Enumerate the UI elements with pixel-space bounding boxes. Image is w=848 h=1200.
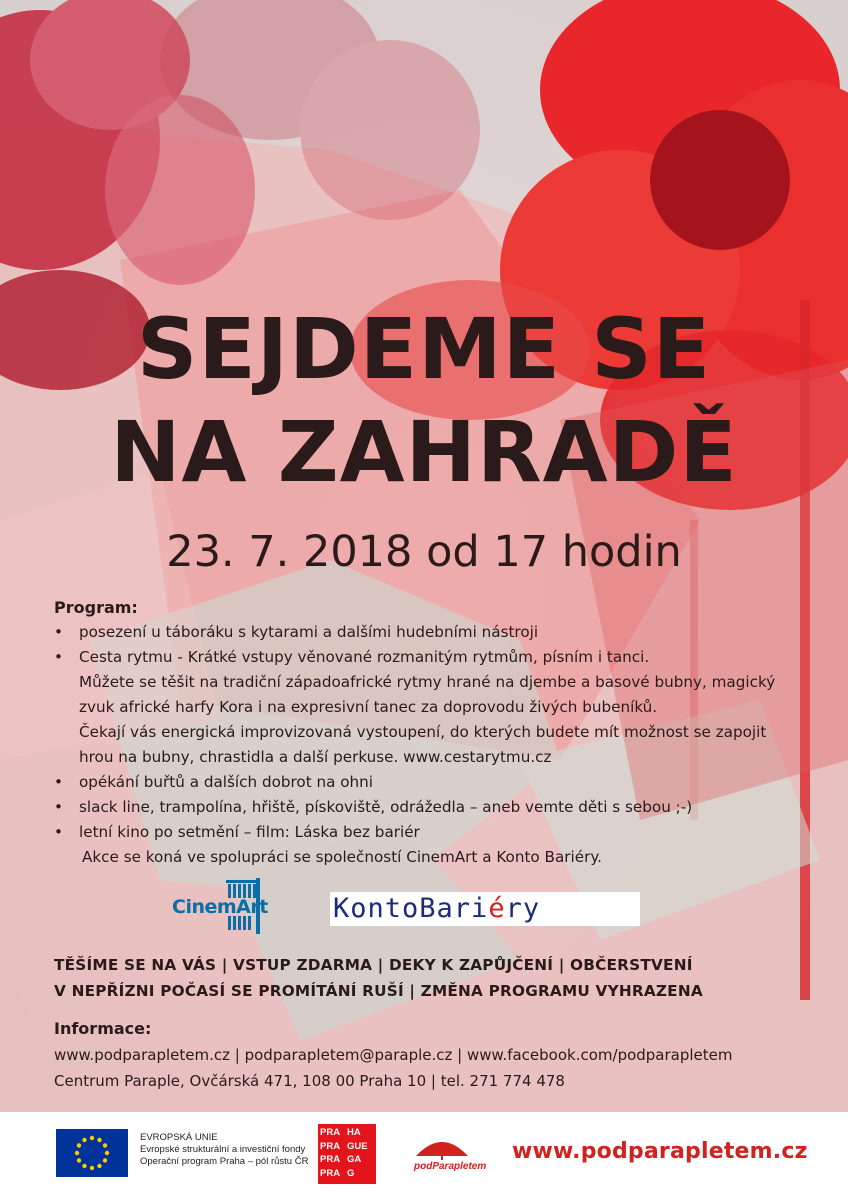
- program-item-detail: zvuk africké harfy Kora i na expresivní tanec za doprovodu živých bubeníků.: [79, 698, 658, 716]
- praha-logo-cell: HA: [347, 1127, 361, 1138]
- program-item-text: opékání buřtů a dalších dobrot na ohni: [79, 773, 374, 791]
- program-list: [54, 620, 814, 845]
- program-heading: Program:: [54, 598, 138, 617]
- konto-logo-part: Konto: [333, 893, 420, 924]
- konto-bariery-logo: [330, 892, 640, 926]
- praha-logo-cell: PRA: [320, 1127, 341, 1138]
- bullet-icon: •: [54, 823, 63, 841]
- program-item-detail: Čekají vás energická improvizovaná vystoupení, do kterých budete mít možnost se zapojit: [79, 723, 767, 741]
- pod-parapletem-logo-text: podParapletem: [414, 1161, 487, 1172]
- title-line-2: NA ZAHRADĚ: [110, 403, 738, 501]
- program-item: [54, 795, 814, 820]
- praha-logo: [318, 1124, 376, 1184]
- eu-text-line: Evropské strukturální a investiční fondy: [140, 1144, 306, 1155]
- praha-logo-cell: GA: [347, 1154, 362, 1165]
- umbrella-icon: [406, 1126, 478, 1162]
- program-item: [54, 820, 814, 845]
- praha-logo-cell: GUE: [347, 1140, 368, 1152]
- event-highlights: [54, 952, 814, 1004]
- title-line-1: SEJDEME SE: [136, 300, 712, 398]
- partner-logos: [0, 870, 848, 940]
- praha-logo-cell: PRA: [320, 1167, 341, 1179]
- bullet-icon: •: [54, 798, 63, 816]
- pod-parapletem-logo: [406, 1126, 487, 1184]
- partnership-note: Akce se koná ve spolupráci se společností CinemArt a Konto Bariéry.: [82, 848, 602, 866]
- program-item-text: Cesta rytmu - Krátké vstupy věnované rozmanitým rytmům, písním i tanci.: [79, 648, 650, 666]
- highlights-line-2: V NEPŘÍZNI POČASÍ SE PROMÍTÁNÍ RUŠÍ | ZMĚNA PROGRAMU VYHRAZENA: [54, 982, 703, 1000]
- event-date: 23. 7. 2018 od 17 hodin: [166, 527, 682, 577]
- program-item-detail: hrou na bubny, chrastidla a další perkuse. www.cestarytmu.cz: [79, 748, 552, 766]
- program-section: [54, 595, 814, 870]
- program-item: [54, 770, 814, 795]
- praha-logo-cell: PRA: [320, 1154, 341, 1165]
- eu-funding-text: [140, 1132, 308, 1168]
- info-address: Centrum Paraple, Ovčárská 471, 108 00 Praha 10 | tel. 271 774 478: [54, 1072, 565, 1090]
- eu-flag-icon: [56, 1129, 128, 1177]
- program-item-detail: Můžete se těšit na tradiční západoafrické rytmy hrané na djembe a basové bubny, magický: [79, 673, 776, 691]
- eu-text-line: Operační program Praha – pól růstu ČR: [140, 1156, 309, 1167]
- eu-text-line: EVROPSKÁ UNIE: [140, 1132, 218, 1143]
- info-heading: Informace:: [54, 1019, 152, 1038]
- program-item-text: slack line, trampolína, hřiště, pískoviště, odrážedla – aneb vemte děti s sebou ;-): [79, 798, 693, 816]
- program-item-text: posezení u táboráku s kytarami a dalšími hudebními nástroji: [79, 623, 539, 641]
- konto-logo-part: Bari: [419, 893, 489, 924]
- info-contacts[interactable]: www.podparapletem.cz | podparapletem@paraple.cz | www.facebook.com/podparapletem: [54, 1046, 733, 1064]
- website-link[interactable]: www.podparapletem.cz: [512, 1139, 808, 1164]
- cinemart-logo: [168, 878, 283, 934]
- konto-logo-part: ry: [505, 893, 541, 924]
- konto-logo-accent: é: [488, 893, 506, 924]
- bullet-icon: •: [54, 648, 63, 666]
- info-section: [54, 1016, 834, 1094]
- cinemart-logo-text: CinemArt: [172, 896, 268, 918]
- praha-logo-cell: PRA: [320, 1140, 341, 1152]
- bullet-icon: •: [54, 773, 63, 791]
- praha-logo-cell: G: [347, 1167, 355, 1179]
- program-item: [54, 620, 814, 645]
- program-item: [54, 645, 814, 770]
- program-item-text: letní kino po setmění – film: Láska bez bariér: [79, 823, 420, 841]
- bullet-icon: •: [54, 623, 63, 641]
- footer-bar: [0, 1112, 848, 1200]
- highlights-line-1: TĚŠÍME SE NA VÁS | VSTUP ZDARMA | DEKY K ZAPŮJČENÍ | OBČERSTVENÍ: [54, 956, 693, 974]
